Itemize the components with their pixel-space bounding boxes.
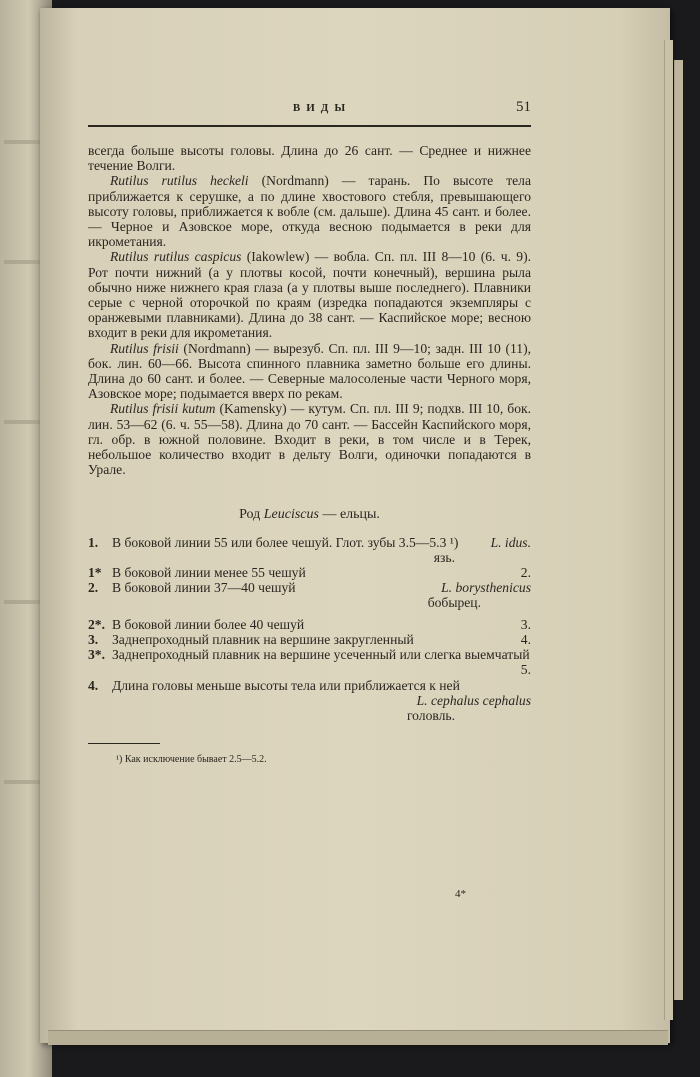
key-entry — [88, 617, 531, 632]
key-text-body: В боковой линии 37—40 чешуй — [112, 580, 296, 596]
species-name: Rutilus rutilus heckeli — [110, 173, 249, 189]
key-result: 3. — [520, 616, 531, 632]
key-text-body: Заднепроходный плавник на вершине усеченный или слегка выемчатый — [112, 647, 530, 663]
key-text-body: В боковой линии 55 или более чешуй. Глот. зубы 3.5—5.3 ¹) — [112, 534, 459, 550]
footnote-rule — [88, 743, 160, 744]
key-entry — [88, 632, 531, 647]
key-result: L. cephalus cephalus — [416, 692, 531, 708]
page-content — [88, 100, 531, 767]
key-entry — [88, 678, 531, 708]
species-name: Rutilus frisii — [110, 340, 179, 356]
key-number: 2. — [88, 580, 99, 596]
key-number: 3. — [88, 631, 99, 647]
genus-heading — [88, 507, 531, 522]
page-number: 51 — [516, 99, 531, 115]
key-result: 5. — [520, 662, 531, 678]
species-paragraph — [88, 173, 531, 249]
species-name: Rutilus frisii kutum — [110, 401, 216, 417]
page-bottom-edge — [48, 1030, 668, 1045]
key-text — [112, 617, 531, 632]
species-paragraph — [88, 341, 531, 402]
key-number: 3*. — [88, 647, 105, 663]
key-text — [112, 565, 531, 580]
species-text: (Nordmann) — тарань. По высоте тела приближается к серушке, а по длине хвостового стебля, превышающего высоту головы, приближается к вобле (см. дальше). Длина 45 сант. и более. — Черное и Азовское море, откуда весною подымается в реки для икрометания. — [88, 173, 531, 250]
common-name: бобырец. — [427, 595, 481, 611]
species-paragraph — [88, 249, 531, 340]
footnote: ¹) Как исключение бывает 2.5—5.2. — [116, 754, 267, 766]
header-title: ВИДЫ — [292, 102, 352, 114]
species-name: Rutilus rutilus caspicus — [110, 249, 242, 265]
genus-prefix: Род — [239, 507, 264, 523]
key-text-body: Длина головы меньше высоты тела или приближается к ней — [112, 677, 460, 693]
species-text: (Nordmann) — вырезуб. Сп. пл. III 9—10; задн. III 10 (11), бок. лин. 60—66. Высота спинного плавника заметно больше его длины. Длина до 60 сант. и более. — Северные малосоленые части Черного моря, Азовское море; подымается вверх по рекам. — [88, 340, 531, 402]
key-result: L. idus. — [490, 534, 531, 550]
paragraph: всегда больше высоты головы. Длина до 26 сант. — Среднее и нижнее течение Волги. — [88, 143, 531, 174]
genus-suffix: — ельцы. — [318, 507, 380, 523]
key-number: 1. — [88, 534, 99, 550]
key-text-body: В боковой линии более 40 чешуй — [112, 616, 305, 632]
signature-mark: 4* — [455, 888, 466, 900]
key-number: 4. — [88, 677, 99, 693]
key-text — [112, 678, 531, 708]
page-stack-edge — [674, 60, 683, 1000]
key-text — [112, 647, 531, 677]
key-number: 2*. — [88, 616, 105, 632]
key-text — [112, 535, 531, 550]
key-result: 4. — [520, 631, 531, 647]
common-name: язь. — [433, 549, 455, 565]
key-result: 2. — [520, 565, 531, 581]
running-header — [88, 100, 531, 127]
key-entry — [88, 647, 531, 677]
key-number: 1* — [88, 565, 102, 581]
key-text-body: Заднепроходный плавник на вершине закругленный — [112, 631, 414, 647]
key-result: L. borysthenicus — [441, 580, 531, 596]
key-text-body: В боковой линии менее 55 чешуй — [112, 565, 306, 581]
species-paragraph — [88, 401, 531, 477]
species-text: (Iakowlew) — вобла. Сп. пл. III 8—10 (6. ч. 9). Рот почти нижний (а у плотвы косой, почти конечный), вершина рыла обычно ниже нижнего края глаза (а у плотвы выше последнего). Плавники серые с черной оторочкой по краям (изредка попадаются экземпляры с оранжевыми плавниками). Длина до 38 сант. — Каспийское море; весною входит в реки для икрометания. — [88, 249, 531, 341]
species-text: (Kamensky) — кутум. Сп. пл. III 9; подхв. III 10, бок. лин. 53—62 (6. ч. 55—58). Длина до 70 сант. — Бассейн Каспийского моря, гл. обр. в южной половине. Входит в реки, в том числе и в Терек, небольшое количество входит в дельту Волги, одиночки попадаются в Урале. — [88, 401, 531, 478]
page-stack-edge — [664, 40, 673, 1020]
genus-name: Leuciscus — [263, 507, 319, 523]
key-text — [112, 580, 531, 595]
key-entry — [88, 565, 531, 580]
key-entry — [88, 580, 531, 595]
key-entry — [88, 535, 531, 550]
common-name: головль. — [406, 707, 455, 723]
key-text — [112, 632, 531, 647]
